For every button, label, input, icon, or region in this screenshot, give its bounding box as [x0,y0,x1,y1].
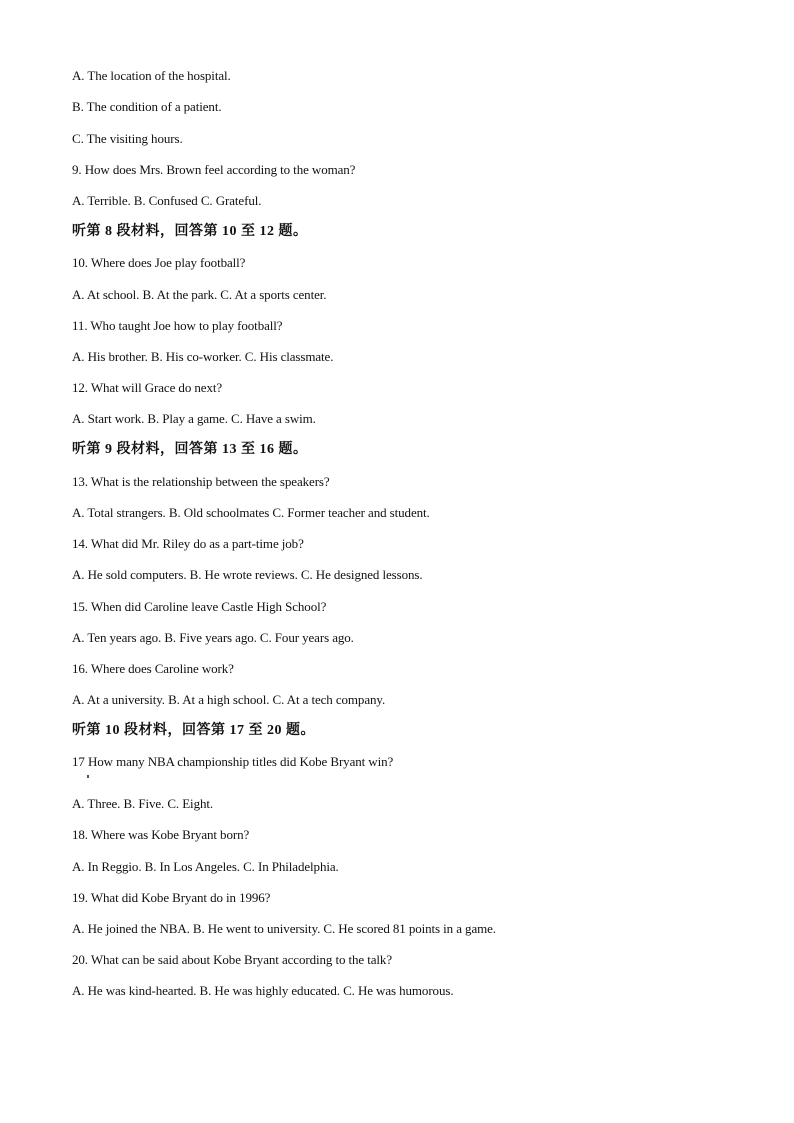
q16-question: 16. Where does Caroline work? [72,661,234,676]
q15-question: 15. When did Caroline leave Castle High School? [72,599,327,614]
section-heading-8: 听第 8 段材料，回答第 10 至 12 题。 [72,224,308,239]
q11-options: A. His brother. B. His co-worker. C. His classmate. [72,349,334,364]
q16-options: A. At a university. B. At a high school. C. At a tech company. [72,692,386,707]
q8-option-a: A. The location of the hospital. [72,68,231,83]
q9-options: A. Terrible. B. Confused C. Grateful. [72,193,262,208]
q14-question: 14. What did Mr. Riley do as a part-time job? [72,536,304,551]
q13-options: A. Total strangers. B. Old schoolmates C. Former teacher and student. [72,505,430,520]
q12-options: A. Start work. B. Play a game. C. Have a swim. [72,411,316,426]
q17-question: 17 How many NBA championship titles did Kobe Bryant win? [72,754,394,769]
stray-mark [87,775,89,778]
q19-options: A. He joined the NBA. B. He went to university. C. He scored 81 points in a game. [72,921,496,936]
q10-options: A. At school. B. At the park. C. At a sports center. [72,287,327,302]
q18-question: 18. Where was Kobe Bryant born? [72,827,250,842]
q19-question: 19. What did Kobe Bryant do in 1996? [72,890,271,905]
section-heading-10: 听第 10 段材料，回答第 17 至 20 题。 [72,723,315,738]
q15-options: A. Ten years ago. B. Five years ago. C. Four years ago. [72,630,354,645]
q8-option-c: C. The visiting hours. [72,131,183,146]
q13-question: 13. What is the relationship between the speakers? [72,474,330,489]
q18-options: A. In Reggio. B. In Los Angeles. C. In Philadelphia. [72,859,339,874]
q14-options: A. He sold computers. B. He wrote reviews. C. He designed lessons. [72,567,423,582]
q20-question: 20. What can be said about Kobe Bryant according to the talk? [72,952,392,967]
q11-question: 11. Who taught Joe how to play football? [72,318,283,333]
q20-options: A. He was kind-hearted. B. He was highly educated. C. He was humorous. [72,983,454,998]
section-heading-9: 听第 9 段材料，回答第 13 至 16 题。 [72,442,308,457]
q17-options: A. Three. B. Five. C. Eight. [72,796,214,811]
q10-question: 10. Where does Joe play football? [72,255,246,270]
q9-question: 9. How does Mrs. Brown feel according to the woman? [72,162,356,177]
q12-question: 12. What will Grace do next? [72,380,223,395]
q8-option-b: B. The condition of a patient. [72,99,222,114]
